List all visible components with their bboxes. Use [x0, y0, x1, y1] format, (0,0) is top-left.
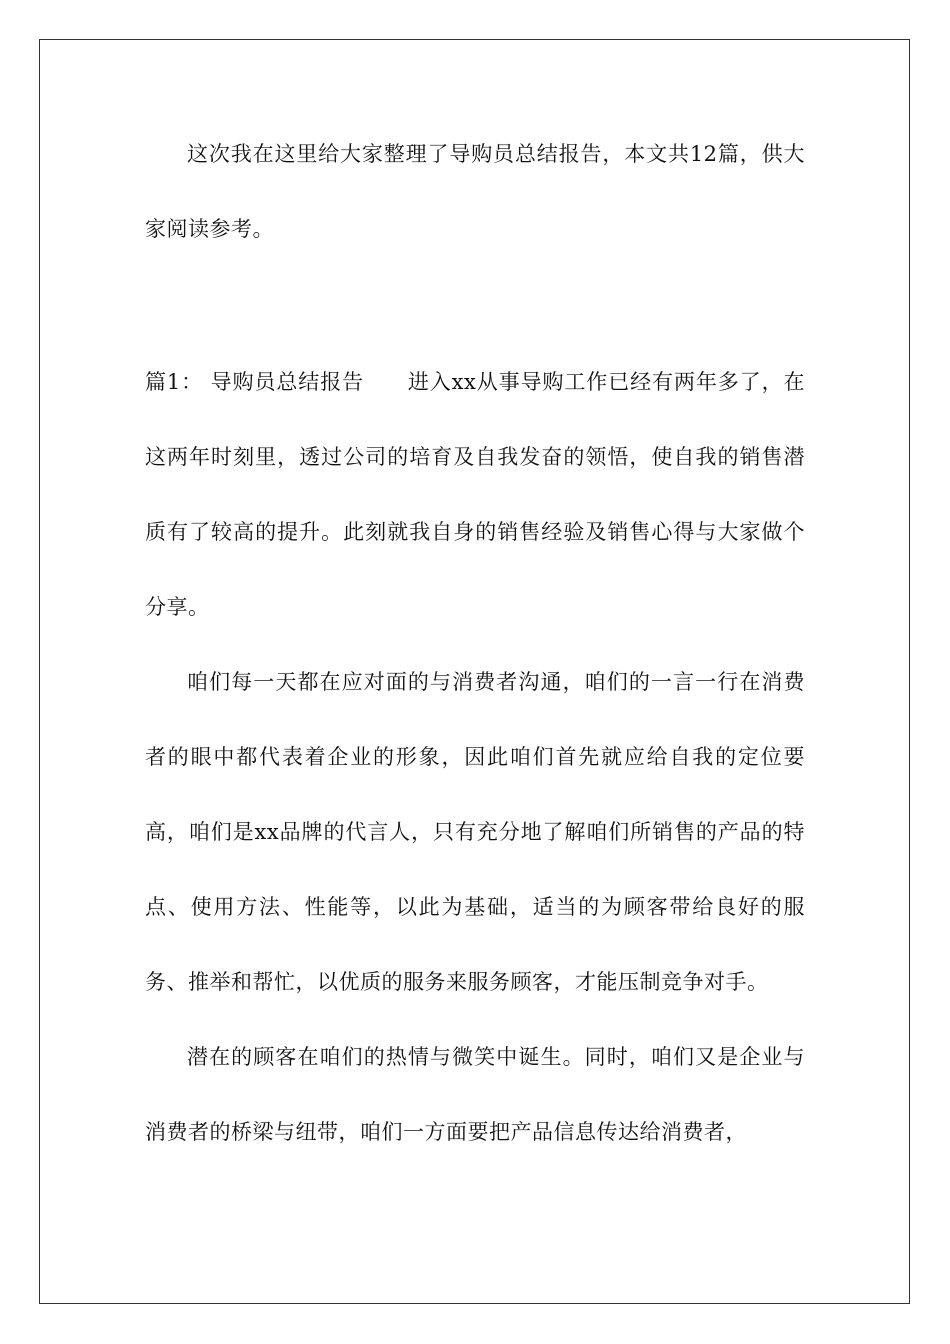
body-paragraph-3: 潜在的顾客在咱们的热情与微笑中诞生。同时，咱们又是企业与消费者的桥梁与纽带，咱们一方面要把产品信息传达给消费者，	[145, 1045, 805, 1144]
document-body	[145, 117, 805, 1170]
paragraph-spacer	[145, 267, 805, 345]
body-paragraph-2: 咱们每一天都在应对面的与消费者沟通，咱们的一言一行在消费者的眼中都代表着企业的形象，因此咱们首先就应给自我的定位要高，咱们是xx品牌的代言人，只有充分地了解咱们所销售的产品的特点、使用方法、性能等，以此为基础，适当的为顾客带给良好的服务、推举和帮忙，以优质的服务来服务顾客，才能压制竞争对手。	[145, 670, 805, 994]
intro-paragraph: 这次我在这里给大家整理了导购员总结报告，本文共12篇，供大家阅读参考。	[145, 142, 805, 241]
section-1-paragraph: 篇1： 导购员总结报告 进入xx从事导购工作已经有两年多了，在这两年时刻里，透过公司的培育及自我发奋的领悟，使自我的销售潜质有了较高的提升。此刻就我自身的销售经验及销售心得与大家做个分享。	[145, 370, 805, 619]
